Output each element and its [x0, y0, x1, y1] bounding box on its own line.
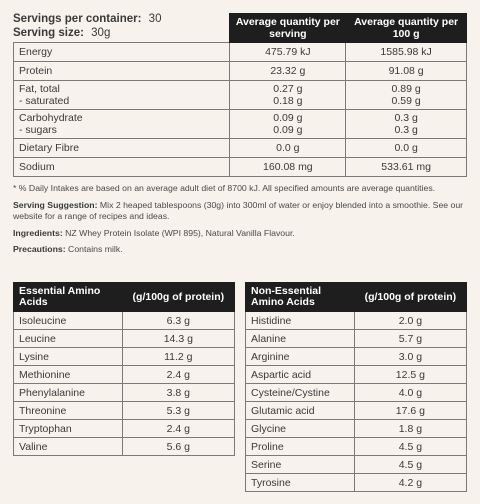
label-notes [13, 183, 465, 261]
amino-row [14, 384, 235, 402]
nutrient-per-100g: 1585.98 kJ [346, 43, 467, 62]
essential-amino-table [13, 282, 235, 456]
serving-size-label: Serving size: [13, 27, 84, 39]
essential-amino-rows [14, 312, 235, 456]
amino-name: Phenylalanine [14, 384, 123, 402]
amino-row [246, 348, 467, 366]
amino-row [246, 474, 467, 492]
servings-per-container-label: Servings per container: [13, 13, 142, 25]
nutrient-per-100g-group [346, 110, 467, 139]
nutrition-header-blank [14, 14, 230, 43]
serving-suggestion-text: Mix 2 heaped tablespoons (30g) into 300ml of water or enjoy blended into a smoothie. See our website for a range of recipes and ideas. [13, 199, 464, 221]
amino-name: Isoleucine [14, 312, 123, 330]
amino-row [246, 384, 467, 402]
amino-row [14, 420, 235, 438]
nutrient-label: Dietary Fibre [14, 139, 230, 158]
nutrient-sublabel: - sugars [19, 124, 57, 136]
nonessential-amino-header: Non-Essential Amino Acids [246, 283, 355, 312]
nutrition-row [14, 62, 467, 81]
amino-row [246, 366, 467, 384]
amino-row [14, 330, 235, 348]
nutrition-row [14, 158, 467, 177]
amino-value: 14.3 g [122, 330, 234, 348]
nonessential-amino-header-row [246, 283, 467, 312]
amino-row [14, 348, 235, 366]
amino-row [246, 312, 467, 330]
precautions [13, 244, 465, 256]
nutrition-row [14, 139, 467, 158]
per-serving-header: Average quantity per serving [230, 14, 346, 43]
amino-value: 5.3 g [122, 402, 234, 420]
nutrient-per-serving: 0.18 g [273, 95, 303, 107]
nutrition-row [14, 110, 467, 139]
amino-value: 5.6 g [122, 438, 234, 456]
amino-value: 4.5 g [354, 438, 466, 456]
amino-name: Methionine [14, 366, 123, 384]
amino-value: 1.8 g [354, 420, 466, 438]
nonessential-unit-header: (g/100g of protein) [354, 283, 466, 312]
nutrient-label: Carbohydrate [19, 112, 83, 124]
amino-value: 2.4 g [122, 366, 234, 384]
amino-name: Tryptophan [14, 420, 123, 438]
amino-name: Leucine [14, 330, 123, 348]
serving-suggestion-label: Serving Suggestion: [13, 199, 98, 210]
nutrition-table [13, 13, 467, 177]
servings-per-container-value: 30 [148, 13, 162, 25]
amino-row [246, 402, 467, 420]
amino-value: 3.0 g [354, 348, 466, 366]
amino-name: Aspartic acid [246, 366, 355, 384]
per-100g-header: Average quantity per 100 g [346, 14, 467, 43]
nutrition-header-row [14, 14, 467, 43]
amino-value: 2.0 g [354, 312, 466, 330]
nonessential-amino-rows [246, 312, 467, 492]
nutrient-label-group [14, 110, 230, 139]
ingredients [13, 228, 465, 240]
nutrient-per-serving-group [230, 110, 346, 139]
nutrient-label: Sodium [14, 158, 230, 177]
serving-suggestion [13, 200, 465, 223]
amino-row [14, 438, 235, 456]
nutrient-sublabel: - saturated [19, 95, 70, 107]
amino-name: Alanine [246, 330, 355, 348]
precautions-text: Contains milk. [68, 244, 123, 254]
nonessential-amino-table [245, 282, 467, 492]
nutrient-per-100g: 0.89 g [391, 83, 421, 95]
nutrient-per-100g: 91.08 g [346, 62, 467, 81]
nutrient-per-100g-group [346, 81, 467, 110]
nutrient-per-100g: 0.3 g [394, 112, 418, 124]
amino-row [246, 438, 467, 456]
essential-amino-header: Essential Amino Acids [14, 283, 123, 312]
amino-value: 2.4 g [122, 420, 234, 438]
daily-intake-footnote: * % Daily Intakes are based on an average adult diet of 8700 kJ. All specified amounts are average quantities. [13, 183, 436, 193]
nutrient-per-100g: 0.59 g [391, 95, 421, 107]
amino-name: Serine [246, 456, 355, 474]
amino-value: 3.8 g [122, 384, 234, 402]
nutrient-label: Protein [14, 62, 230, 81]
nutrient-per-serving: 23.32 g [230, 62, 346, 81]
nutrient-per-serving: 0.0 g [230, 139, 346, 158]
amino-row [14, 402, 235, 420]
amino-value: 6.3 g [122, 312, 234, 330]
amino-name: Histidine [246, 312, 355, 330]
amino-name: Tyrosine [246, 474, 355, 492]
amino-row [14, 366, 235, 384]
nutrient-label: Fat, total [19, 83, 60, 95]
amino-name: Cysteine/Cystine [246, 384, 355, 402]
amino-value: 11.2 g [122, 348, 234, 366]
nutrient-per-serving: 160.08 mg [230, 158, 346, 177]
nutrient-per-100g: 0.3 g [394, 124, 418, 136]
nutrient-per-serving: 0.09 g [273, 124, 303, 136]
precautions-label: Precautions: [13, 244, 66, 254]
amino-value: 4.2 g [354, 474, 466, 492]
nutrient-per-100g: 533.61 mg [346, 158, 467, 177]
nutrient-label: Energy [14, 43, 230, 62]
amino-row [246, 420, 467, 438]
nutrient-per-serving: 0.27 g [273, 83, 303, 95]
amino-name: Glycine [246, 420, 355, 438]
amino-value: 17.6 g [354, 402, 466, 420]
amino-value: 12.5 g [354, 366, 466, 384]
amino-name: Valine [14, 438, 123, 456]
amino-name: Glutamic acid [246, 402, 355, 420]
amino-value: 4.5 g [354, 456, 466, 474]
serving-size-value: 30g [91, 27, 111, 39]
amino-name: Arginine [246, 348, 355, 366]
amino-row [246, 330, 467, 348]
nutrient-per-serving: 0.09 g [273, 112, 303, 124]
ingredients-label: Ingredients: [13, 227, 63, 238]
nutrient-per-serving-group [230, 81, 346, 110]
amino-name: Proline [246, 438, 355, 456]
amino-value: 5.7 g [354, 330, 466, 348]
nutrition-row [14, 81, 467, 110]
nutrition-row [14, 43, 467, 62]
nutrient-per-serving: 475.79 kJ [230, 43, 346, 62]
nutrient-label-group [14, 81, 230, 110]
amino-value: 4.0 g [354, 384, 466, 402]
essential-unit-header: (g/100g of protein) [122, 283, 234, 312]
amino-row [246, 456, 467, 474]
ingredients-text: NZ Whey Protein Isolate (WPI 895), Natural Vanilla Flavour. [65, 227, 295, 238]
amino-name: Threonine [14, 402, 123, 420]
amino-row [14, 312, 235, 330]
amino-name: Lysine [14, 348, 123, 366]
nutrient-per-100g: 0.0 g [346, 139, 467, 158]
essential-amino-header-row [14, 283, 235, 312]
